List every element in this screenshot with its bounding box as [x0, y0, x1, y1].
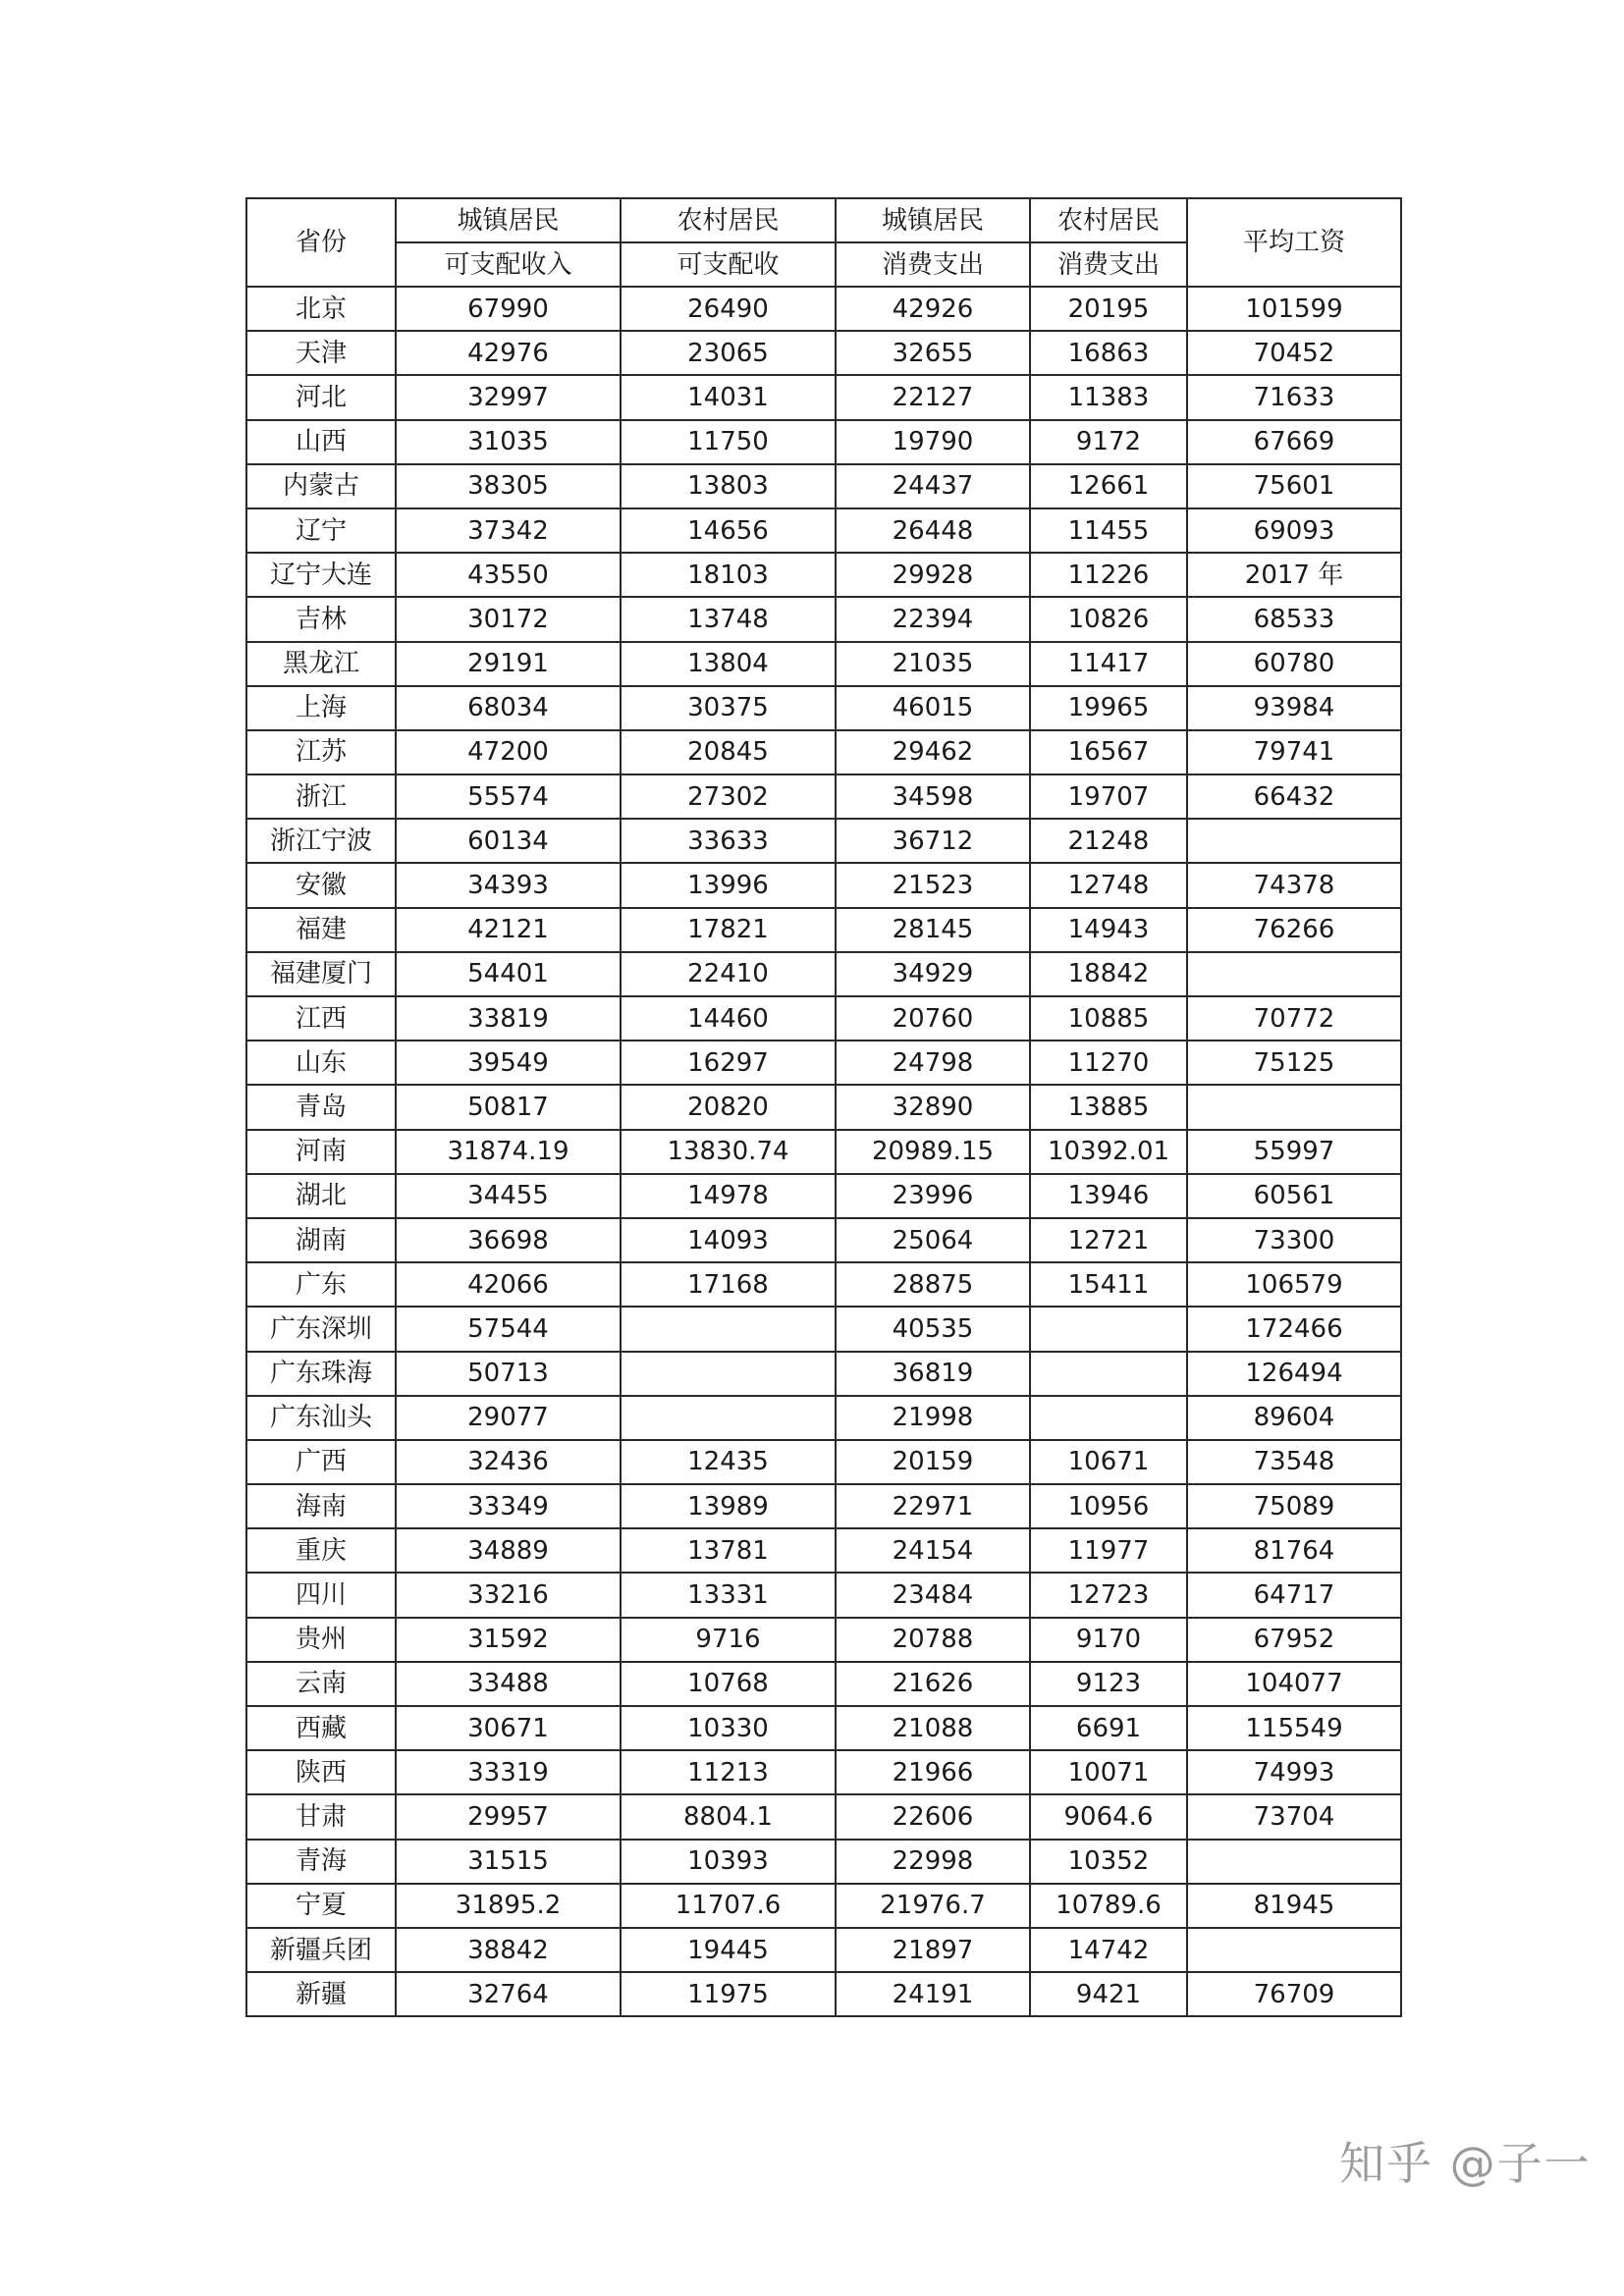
table-row [246, 420, 1401, 464]
province-cell: 湖南 [246, 1218, 396, 1262]
rural-spend-cell: 10789.6 [1030, 1884, 1187, 1928]
province-cell: 广东珠海 [246, 1352, 396, 1396]
rural-spend-cell: 18842 [1030, 952, 1187, 996]
avg-wage-cell: 75125 [1187, 1041, 1401, 1085]
province-cell: 山西 [246, 420, 396, 464]
rural-spend-cell: 15411 [1030, 1262, 1187, 1307]
avg-wage-cell: 60561 [1187, 1174, 1401, 1218]
rural-spend-cell: 13885 [1030, 1085, 1187, 1129]
avg-wage-cell: 76266 [1187, 908, 1401, 952]
province-cell: 广东 [246, 1262, 396, 1307]
rural-income-cell: 13781 [621, 1528, 836, 1573]
rural-income-cell: 10330 [621, 1706, 836, 1750]
income-expenditure-table [245, 197, 1402, 2017]
rural-income-cell: 18103 [621, 553, 836, 597]
avg-wage-cell: 73300 [1187, 1218, 1401, 1262]
header-rural-spend-line1: 农村居民 [1030, 198, 1187, 242]
urban-spend-cell: 32655 [836, 331, 1030, 375]
avg-wage-cell: 75601 [1187, 464, 1401, 508]
rural-spend-cell: 10352 [1030, 1840, 1187, 1884]
rural-spend-cell: 12748 [1030, 863, 1187, 907]
avg-wage-cell [1187, 1928, 1401, 1972]
avg-wage-cell: 73548 [1187, 1440, 1401, 1484]
province-cell: 广东汕头 [246, 1396, 396, 1440]
avg-wage-cell: 81945 [1187, 1884, 1401, 1928]
urban-spend-cell: 29928 [836, 553, 1030, 597]
urban-income-cell: 32997 [396, 375, 621, 419]
urban-spend-cell: 22606 [836, 1794, 1030, 1839]
province-cell: 浙江 [246, 774, 396, 819]
table-row [246, 1130, 1401, 1174]
rural-income-cell: 33633 [621, 819, 836, 863]
urban-income-cell: 42121 [396, 908, 621, 952]
urban-income-cell: 34889 [396, 1528, 621, 1573]
rural-income-cell: 13804 [621, 642, 836, 686]
urban-income-cell: 31895.2 [396, 1884, 621, 1928]
urban-income-cell: 33349 [396, 1484, 621, 1528]
rural-spend-cell: 9123 [1030, 1662, 1187, 1706]
rural-income-cell: 11975 [621, 1972, 836, 2016]
urban-income-cell: 29077 [396, 1396, 621, 1440]
avg-wage-cell: 89604 [1187, 1396, 1401, 1440]
urban-income-cell: 32436 [396, 1440, 621, 1484]
header-urban-income-line1: 城镇居民 [396, 198, 621, 242]
province-cell: 贵州 [246, 1618, 396, 1662]
header-rural-income-line1: 农村居民 [621, 198, 836, 242]
urban-income-cell: 33216 [396, 1573, 621, 1617]
table-row [246, 1484, 1401, 1528]
urban-income-cell: 57544 [396, 1307, 621, 1351]
urban-spend-cell: 23996 [836, 1174, 1030, 1218]
rural-spend-cell: 10956 [1030, 1484, 1187, 1528]
avg-wage-cell: 101599 [1187, 287, 1401, 331]
province-cell: 内蒙古 [246, 464, 396, 508]
header-province: 省份 [246, 198, 396, 287]
rural-spend-cell: 11977 [1030, 1528, 1187, 1573]
rural-spend-cell: 10071 [1030, 1750, 1187, 1794]
table-row [246, 952, 1401, 996]
rural-income-cell: 9716 [621, 1618, 836, 1662]
urban-income-cell: 31874.19 [396, 1130, 621, 1174]
rural-income-cell: 11707.6 [621, 1884, 836, 1928]
province-cell: 上海 [246, 686, 396, 730]
table-row [246, 1794, 1401, 1839]
urban-spend-cell: 22394 [836, 597, 1030, 641]
province-cell: 辽宁 [246, 508, 396, 553]
header-rural-spend-line2: 消费支出 [1030, 242, 1187, 287]
rural-income-cell: 14460 [621, 996, 836, 1041]
urban-spend-cell: 25064 [836, 1218, 1030, 1262]
rural-spend-cell: 12721 [1030, 1218, 1187, 1262]
table-row [246, 1573, 1401, 1617]
rural-income-cell: 13830.74 [621, 1130, 836, 1174]
avg-wage-cell: 115549 [1187, 1706, 1401, 1750]
table-row [246, 908, 1401, 952]
urban-spend-cell: 20788 [836, 1618, 1030, 1662]
province-cell: 湖北 [246, 1174, 396, 1218]
rural-income-cell: 11750 [621, 420, 836, 464]
rural-spend-cell [1030, 1396, 1187, 1440]
table-row [246, 1352, 1401, 1396]
urban-income-cell: 68034 [396, 686, 621, 730]
province-cell: 山东 [246, 1041, 396, 1085]
table-row [246, 287, 1401, 331]
urban-income-cell: 34393 [396, 863, 621, 907]
urban-spend-cell: 22998 [836, 1840, 1030, 1884]
rural-spend-cell: 20195 [1030, 287, 1187, 331]
avg-wage-cell: 93984 [1187, 686, 1401, 730]
urban-spend-cell: 22971 [836, 1484, 1030, 1528]
urban-spend-cell: 21035 [836, 642, 1030, 686]
rural-income-cell: 14031 [621, 375, 836, 419]
rural-income-cell: 13996 [621, 863, 836, 907]
urban-income-cell: 39549 [396, 1041, 621, 1085]
urban-income-cell: 38842 [396, 1928, 621, 1972]
province-cell: 福建厦门 [246, 952, 396, 996]
table-row [246, 996, 1401, 1041]
rural-spend-cell: 19707 [1030, 774, 1187, 819]
urban-spend-cell: 32890 [836, 1085, 1030, 1129]
urban-income-cell: 37342 [396, 508, 621, 553]
avg-wage-cell: 68533 [1187, 597, 1401, 641]
urban-spend-cell: 28145 [836, 908, 1030, 952]
urban-spend-cell: 24154 [836, 1528, 1030, 1573]
urban-spend-cell: 20159 [836, 1440, 1030, 1484]
avg-wage-cell [1187, 819, 1401, 863]
table-row [246, 1662, 1401, 1706]
urban-spend-cell: 46015 [836, 686, 1030, 730]
urban-spend-cell: 34598 [836, 774, 1030, 819]
avg-wage-cell [1187, 1840, 1401, 1884]
table-row [246, 1307, 1401, 1351]
urban-income-cell: 67990 [396, 287, 621, 331]
rural-spend-cell: 9172 [1030, 420, 1187, 464]
rural-spend-cell: 9170 [1030, 1618, 1187, 1662]
urban-spend-cell: 26448 [836, 508, 1030, 553]
province-cell: 甘肃 [246, 1794, 396, 1839]
urban-spend-cell: 21088 [836, 1706, 1030, 1750]
table-row [246, 553, 1401, 597]
avg-wage-cell: 73704 [1187, 1794, 1401, 1839]
urban-income-cell: 50817 [396, 1085, 621, 1129]
province-cell: 新疆 [246, 1972, 396, 2016]
province-cell: 广东深圳 [246, 1307, 396, 1351]
table-row [246, 819, 1401, 863]
urban-income-cell: 47200 [396, 730, 621, 774]
urban-income-cell: 43550 [396, 553, 621, 597]
urban-spend-cell: 21523 [836, 863, 1030, 907]
rural-spend-cell: 16863 [1030, 331, 1187, 375]
rural-spend-cell: 14943 [1030, 908, 1187, 952]
header-urban-spend-line2: 消费支出 [836, 242, 1030, 287]
province-cell: 浙江宁波 [246, 819, 396, 863]
rural-spend-cell: 10392.01 [1030, 1130, 1187, 1174]
table-row [246, 1750, 1401, 1794]
avg-wage-cell: 70452 [1187, 331, 1401, 375]
table-row [246, 1528, 1401, 1573]
urban-income-cell: 60134 [396, 819, 621, 863]
rural-spend-cell [1030, 1352, 1187, 1396]
avg-wage-cell: 104077 [1187, 1662, 1401, 1706]
urban-income-cell: 30172 [396, 597, 621, 641]
urban-income-cell: 31035 [396, 420, 621, 464]
province-cell: 吉林 [246, 597, 396, 641]
rural-income-cell: 27302 [621, 774, 836, 819]
avg-wage-cell [1187, 952, 1401, 996]
province-cell: 福建 [246, 908, 396, 952]
table-row [246, 774, 1401, 819]
table-row [246, 1706, 1401, 1750]
rural-spend-cell: 11270 [1030, 1041, 1187, 1085]
table-row [246, 1085, 1401, 1129]
table-row [246, 1218, 1401, 1262]
avg-wage-cell: 79741 [1187, 730, 1401, 774]
province-cell: 河北 [246, 375, 396, 419]
province-cell: 辽宁大连 [246, 553, 396, 597]
table-row [246, 1884, 1401, 1928]
table-row [246, 508, 1401, 553]
province-cell: 重庆 [246, 1528, 396, 1573]
rural-income-cell: 11213 [621, 1750, 836, 1794]
avg-wage-cell: 2017 年 [1187, 553, 1401, 597]
header-rural-income-line2: 可支配收 [621, 242, 836, 287]
table-row [246, 686, 1401, 730]
urban-income-cell: 34455 [396, 1174, 621, 1218]
rural-income-cell: 22410 [621, 952, 836, 996]
province-cell: 安徽 [246, 863, 396, 907]
table-row [246, 1928, 1401, 1972]
rural-spend-cell: 10885 [1030, 996, 1187, 1041]
table-row [246, 464, 1401, 508]
urban-income-cell: 30671 [396, 1706, 621, 1750]
urban-spend-cell: 20760 [836, 996, 1030, 1041]
province-cell: 四川 [246, 1573, 396, 1617]
rural-income-cell: 13989 [621, 1484, 836, 1528]
rural-income-cell: 10393 [621, 1840, 836, 1884]
avg-wage-cell: 126494 [1187, 1352, 1401, 1396]
province-cell: 海南 [246, 1484, 396, 1528]
table-row [246, 642, 1401, 686]
province-cell: 青岛 [246, 1085, 396, 1129]
rural-income-cell: 14656 [621, 508, 836, 553]
urban-spend-cell: 21976.7 [836, 1884, 1030, 1928]
table-row [246, 1840, 1401, 1884]
urban-income-cell: 42976 [396, 331, 621, 375]
rural-spend-cell: 12661 [1030, 464, 1187, 508]
rural-spend-cell: 19965 [1030, 686, 1187, 730]
rural-income-cell [621, 1352, 836, 1396]
urban-spend-cell: 22127 [836, 375, 1030, 419]
urban-spend-cell: 42926 [836, 287, 1030, 331]
urban-spend-cell: 23484 [836, 1573, 1030, 1617]
watermark: 知乎 @子一 [1339, 2137, 1592, 2190]
table-body [246, 287, 1401, 2016]
rural-income-cell: 23065 [621, 331, 836, 375]
province-cell: 宁夏 [246, 1884, 396, 1928]
urban-spend-cell: 19790 [836, 420, 1030, 464]
rural-income-cell: 17821 [621, 908, 836, 952]
rural-income-cell: 13331 [621, 1573, 836, 1617]
table-row [246, 331, 1401, 375]
avg-wage-cell: 172466 [1187, 1307, 1401, 1351]
avg-wage-cell: 66432 [1187, 774, 1401, 819]
avg-wage-cell: 55997 [1187, 1130, 1401, 1174]
header-row-1 [246, 198, 1401, 242]
rural-spend-cell: 13946 [1030, 1174, 1187, 1218]
avg-wage-cell: 64717 [1187, 1573, 1401, 1617]
table-row [246, 1174, 1401, 1218]
rural-income-cell: 12435 [621, 1440, 836, 1484]
urban-income-cell: 29191 [396, 642, 621, 686]
urban-income-cell: 32764 [396, 1972, 621, 2016]
avg-wage-cell: 74378 [1187, 863, 1401, 907]
rural-income-cell: 13748 [621, 597, 836, 641]
rural-income-cell: 19445 [621, 1928, 836, 1972]
rural-spend-cell: 11417 [1030, 642, 1187, 686]
rural-spend-cell: 14742 [1030, 1928, 1187, 1972]
urban-spend-cell: 29462 [836, 730, 1030, 774]
table-row [246, 1262, 1401, 1307]
rural-spend-cell [1030, 1307, 1187, 1351]
avg-wage-cell: 69093 [1187, 508, 1401, 553]
rural-spend-cell: 6691 [1030, 1706, 1187, 1750]
avg-wage-cell: 67669 [1187, 420, 1401, 464]
table-header [246, 198, 1401, 287]
urban-income-cell: 54401 [396, 952, 621, 996]
rural-income-cell: 14093 [621, 1218, 836, 1262]
table-row [246, 375, 1401, 419]
rural-income-cell: 26490 [621, 287, 836, 331]
urban-spend-cell: 21998 [836, 1396, 1030, 1440]
table-row [246, 1440, 1401, 1484]
avg-wage-cell: 75089 [1187, 1484, 1401, 1528]
urban-spend-cell: 24191 [836, 1972, 1030, 2016]
avg-wage-cell: 70772 [1187, 996, 1401, 1041]
urban-income-cell: 36698 [396, 1218, 621, 1262]
table-row [246, 1396, 1401, 1440]
province-cell: 陕西 [246, 1750, 396, 1794]
urban-income-cell: 33488 [396, 1662, 621, 1706]
province-cell: 天津 [246, 331, 396, 375]
urban-spend-cell: 28875 [836, 1262, 1030, 1307]
table-row [246, 863, 1401, 907]
table-row [246, 1618, 1401, 1662]
rural-income-cell: 30375 [621, 686, 836, 730]
avg-wage-cell: 76709 [1187, 1972, 1401, 2016]
table-row [246, 730, 1401, 774]
urban-spend-cell: 21966 [836, 1750, 1030, 1794]
header-urban-spend-line1: 城镇居民 [836, 198, 1030, 242]
rural-income-cell: 20845 [621, 730, 836, 774]
header-urban-income-line2: 可支配收入 [396, 242, 621, 287]
urban-spend-cell: 36712 [836, 819, 1030, 863]
urban-income-cell: 31592 [396, 1618, 621, 1662]
rural-income-cell [621, 1396, 836, 1440]
urban-spend-cell: 21626 [836, 1662, 1030, 1706]
avg-wage-cell: 60780 [1187, 642, 1401, 686]
rural-income-cell: 13803 [621, 464, 836, 508]
province-cell: 黑龙江 [246, 642, 396, 686]
urban-income-cell: 42066 [396, 1262, 621, 1307]
rural-income-cell: 14978 [621, 1174, 836, 1218]
avg-wage-cell: 74993 [1187, 1750, 1401, 1794]
rural-spend-cell: 21248 [1030, 819, 1187, 863]
urban-income-cell: 55574 [396, 774, 621, 819]
table-row [246, 597, 1401, 641]
province-cell: 江西 [246, 996, 396, 1041]
rural-spend-cell: 9421 [1030, 1972, 1187, 2016]
avg-wage-cell: 81764 [1187, 1528, 1401, 1573]
rural-spend-cell: 10826 [1030, 597, 1187, 641]
urban-income-cell: 29957 [396, 1794, 621, 1839]
urban-income-cell: 31515 [396, 1840, 621, 1884]
urban-income-cell: 50713 [396, 1352, 621, 1396]
province-cell: 江苏 [246, 730, 396, 774]
rural-spend-cell: 12723 [1030, 1573, 1187, 1617]
province-cell: 北京 [246, 287, 396, 331]
urban-income-cell: 33819 [396, 996, 621, 1041]
rural-spend-cell: 10671 [1030, 1440, 1187, 1484]
urban-income-cell: 33319 [396, 1750, 621, 1794]
urban-spend-cell: 34929 [836, 952, 1030, 996]
province-cell: 河南 [246, 1130, 396, 1174]
rural-spend-cell: 9064.6 [1030, 1794, 1187, 1839]
urban-spend-cell: 40535 [836, 1307, 1030, 1351]
urban-spend-cell: 36819 [836, 1352, 1030, 1396]
urban-spend-cell: 21897 [836, 1928, 1030, 1972]
table-row [246, 1041, 1401, 1085]
rural-income-cell: 16297 [621, 1041, 836, 1085]
header-avg-wage: 平均工资 [1187, 198, 1401, 287]
avg-wage-cell: 106579 [1187, 1262, 1401, 1307]
rural-income-cell [621, 1307, 836, 1351]
province-cell: 青海 [246, 1840, 396, 1884]
rural-spend-cell: 11383 [1030, 375, 1187, 419]
rural-income-cell: 8804.1 [621, 1794, 836, 1839]
rural-spend-cell: 11226 [1030, 553, 1187, 597]
urban-spend-cell: 20989.15 [836, 1130, 1030, 1174]
avg-wage-cell: 71633 [1187, 375, 1401, 419]
rural-income-cell: 20820 [621, 1085, 836, 1129]
rural-income-cell: 17168 [621, 1262, 836, 1307]
urban-spend-cell: 24798 [836, 1041, 1030, 1085]
rural-spend-cell: 11455 [1030, 508, 1187, 553]
avg-wage-cell: 67952 [1187, 1618, 1401, 1662]
rural-spend-cell: 16567 [1030, 730, 1187, 774]
urban-spend-cell: 24437 [836, 464, 1030, 508]
avg-wage-cell [1187, 1085, 1401, 1129]
urban-income-cell: 38305 [396, 464, 621, 508]
province-cell: 广西 [246, 1440, 396, 1484]
rural-income-cell: 10768 [621, 1662, 836, 1706]
province-cell: 云南 [246, 1662, 396, 1706]
province-cell: 新疆兵团 [246, 1928, 396, 1972]
table-row [246, 1972, 1401, 2016]
province-cell: 西藏 [246, 1706, 396, 1750]
